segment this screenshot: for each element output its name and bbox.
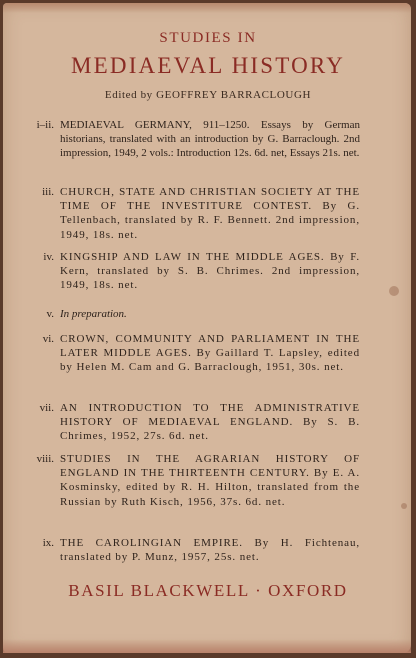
publisher-imprint: BASIL BLACKWELL · OXFORD — [68, 581, 348, 600]
editor-line: Edited by GEOFFREY BARRACLOUGH — [104, 89, 312, 101]
entry-iv — [43, 250, 360, 293]
entry-text: KINGSHIP AND LAW IN THE MIDDLE AGES. By F. Kern, translated by S. B. Chrimes. 2nd impression, 1949, 18s. net. — [60, 251, 360, 292]
entry-number: vi. — [42, 333, 54, 345]
entry-number: ix. — [42, 537, 54, 549]
entry-text: STUDIES IN THE AGRARIAN HISTORY OF ENGLAND IN THE THIRTEENTH CENTURY. By E. A. Kosminsky, edited by R. H. Hilton, translated from the Russian by Ruth Kisch, 1956, 37s. 6d. net. — [60, 453, 360, 508]
entry-v — [46, 307, 360, 321]
top-edge-stain — [3, 3, 411, 13]
entry-i-ii — [36, 118, 360, 161]
entry-text: THE CAROLINGIAN EMPIRE. By H. Fichtenau, translated by P. Munz, 1957, 25s. net. — [60, 537, 360, 564]
entry-number: vii. — [39, 402, 54, 414]
entry-text: CHURCH, STATE AND CHRISTIAN SOCIETY AT THE TIME OF THE INVESTITURE CONTEST. By G. Tellenbach, translated by R. F. Bennett. 2nd impression, 1949, 18s. net. — [60, 186, 360, 241]
entry-iii — [42, 185, 360, 242]
entry-text: In preparation. — [60, 308, 127, 320]
entry-text: CROWN, COMMUNITY AND PARLIAMENT IN THE LATER MIDDLE AGES. By Gaillard T. Lapsley, edited by Helen M. Cam and G. Barraclough, 1951, 30s. net. — [60, 333, 360, 374]
entry-text: AN INTRODUCTION TO THE ADMINISTRATIVE HISTORY OF MEDIAEVAL ENGLAND. By S. B. Chrimes, 1952, 27s. 6d. net. — [60, 402, 360, 443]
stain-mark — [401, 503, 407, 509]
entry-number: iii. — [42, 186, 54, 198]
entry-vi — [42, 332, 360, 375]
stain-mark — [389, 286, 399, 296]
entry-viii — [36, 452, 360, 509]
entry-number: v. — [46, 308, 54, 320]
entry-number: i–ii. — [36, 119, 54, 131]
entry-vii — [39, 401, 360, 444]
series-title-main: MEDIAEVAL HISTORY — [70, 53, 345, 78]
entry-ix — [42, 536, 360, 564]
entry-number: viii. — [36, 453, 54, 465]
entry-number: iv. — [43, 251, 54, 263]
series-title: STUDIES IN — [159, 30, 257, 46]
bottom-edge-stain — [3, 639, 411, 653]
entry-text: MEDIAEVAL GERMANY, 911–1250. Essays by German historians, translated with an introduction by G. Barraclough. 2nd impression, 1949, 2 vols.: Introduction 12s. 6d. net, Essays 21s. net. — [60, 119, 360, 160]
